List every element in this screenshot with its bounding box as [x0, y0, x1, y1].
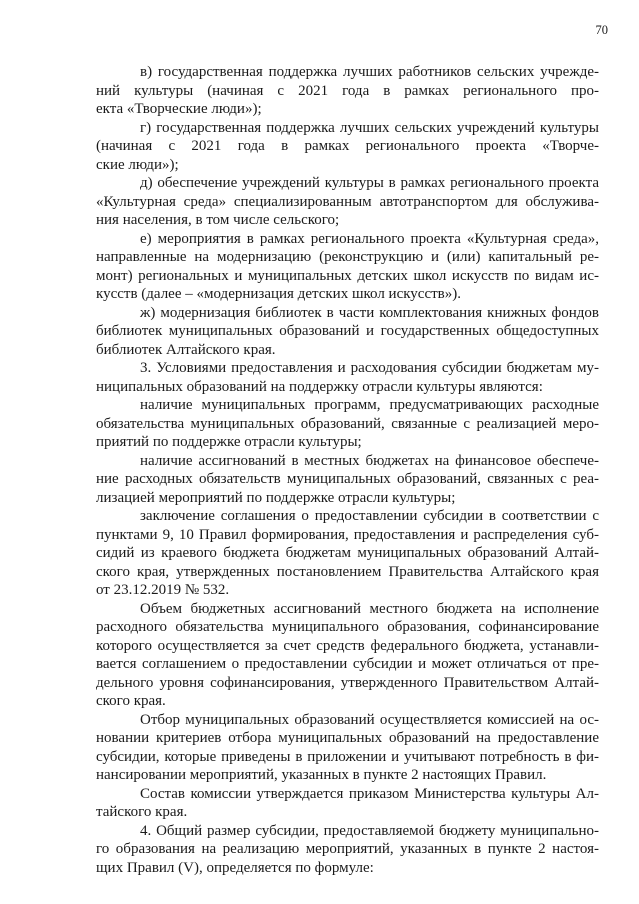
text-line: г) государственная поддержка лучших сельских учреждений культуры: [140, 119, 599, 136]
text-line: субсидии, которые приведены в приложении и учитывают потребность в фи-: [96, 748, 599, 765]
text-line: новании критериев отбора муниципальных образований на предоставление: [96, 730, 599, 746]
text-line: в) государственная поддержка лучших работников сельских учрежде-: [140, 64, 599, 80]
text-line: наличие ассигнований в местных бюджетах на финансовое обеспече-: [140, 452, 599, 469]
list-item-v: [96, 63, 599, 119]
text-line: ского края.: [96, 693, 166, 709]
text-line: приятий по поддержке отрасли культуры;: [96, 434, 362, 450]
condition-agreement: [96, 507, 599, 600]
text-line: обязательства муниципальных образований, связанные с реализацией меро-: [96, 415, 599, 432]
text-line: лизацией мероприятий по поддержке отрасли культуры;: [96, 489, 456, 506]
text-line: библиотек муниципальных образований и государственных общедоступных: [96, 323, 599, 339]
list-item-g: [96, 119, 599, 175]
paragraph-commission: [96, 785, 599, 822]
text-line: (начиная с 2021 года в рамках регионального проекта «Творче-: [96, 138, 599, 154]
text-line: библиотек Алтайского края.: [96, 341, 276, 358]
condition-programs: [96, 396, 599, 452]
text-line: вается соглашением о предоставлении субсидии и может отличаться от пре-: [96, 656, 599, 672]
text-line: Объем бюджетных ассигнований местного бюджета на исполнение: [140, 600, 599, 617]
text-line: направленные на модернизацию (реконструкцию и (или) капитальный ре-: [96, 249, 599, 265]
text-line: заключение соглашения о предоставлении субсидии в соответствии с: [140, 508, 599, 524]
text-line: наличие муниципальных программ, предусматривающих расходные: [140, 397, 599, 413]
text-line: пунктами 9, 10 Правил формирования, предоставления и распределения суб-: [96, 526, 599, 543]
text-line: ний культуры (начиная с 2021 года в рамках регионального про-: [96, 82, 599, 99]
text-line: Состав комиссии утверждается приказом Министерства культуры Ал-: [140, 785, 599, 802]
text-line: д) обеспечение учреждений культуры в рамках регионального проекта: [140, 175, 599, 191]
clause-4: [96, 822, 599, 878]
text-line: го образования на реализацию мероприятий, указанных в пункте 2 настоя-: [96, 841, 599, 857]
text-line: кусств (далее – «модернизация детских школ искусств»).: [96, 286, 462, 302]
list-item-zh: [96, 304, 599, 360]
paragraph-volume: [96, 600, 599, 711]
text-line: ниципальных образований на поддержку отрасли культуры являются:: [96, 378, 543, 395]
text-line: которого осуществляется за счет средств федерального бюджета, устанавли-: [96, 637, 599, 654]
page-number: 70: [595, 23, 608, 37]
paragraph-selection: [96, 711, 599, 785]
text-line: от 23.12.2019 № 532.: [96, 582, 230, 598]
text-line: екта «Творческие люди»);: [96, 101, 262, 117]
text-line: 4. Общий размер субсидии, предоставляемой бюджету муниципально-: [140, 822, 599, 839]
text-line: «Культурная среда» специализированным автотранспортом для обслужива-: [96, 193, 599, 210]
text-line: дельного уровня софинансирования, утвержденного Правительством Алтай-: [96, 674, 599, 691]
text-line: ского края, утвержденных постановлением Правительства Алтайского края: [96, 563, 599, 580]
text-line: щих Правил (V), определяется по формуле:: [96, 859, 374, 876]
list-item-e: [96, 230, 599, 304]
text-line: 3. Условиями предоставления и расходования субсидии бюджетам му-: [140, 360, 599, 376]
text-line: расходного обязательства муниципального образования, софинансирование: [96, 619, 599, 635]
text-line: сидий из краевого бюджета бюджетам муниципальных образований Алтай-: [96, 545, 599, 561]
text-line: ние расходных обязательств муниципальных образований, связанных с реа-: [96, 471, 599, 487]
text-line: ские люди»);: [96, 156, 179, 173]
text-line: нансировании мероприятий, указанных в пункте 2 настоящих Правил.: [96, 767, 547, 783]
document-body: [96, 63, 599, 877]
list-item-d: [96, 174, 599, 230]
text-line: ж) модернизация библиотек в части комплектования книжных фондов: [140, 304, 599, 321]
clause-3: [96, 359, 599, 396]
text-line: е) мероприятия в рамках регионального проекта «Культурная среда»,: [140, 230, 599, 247]
condition-allocations: [96, 452, 599, 508]
text-line: Отбор муниципальных образований осуществляется комиссией на ос-: [140, 711, 599, 728]
text-line: ния населения, в том числе сельского;: [96, 212, 340, 228]
text-line: монт) региональных и муниципальных детских школ искусств по видам ис-: [96, 267, 599, 284]
text-line: тайского края.: [96, 804, 188, 820]
